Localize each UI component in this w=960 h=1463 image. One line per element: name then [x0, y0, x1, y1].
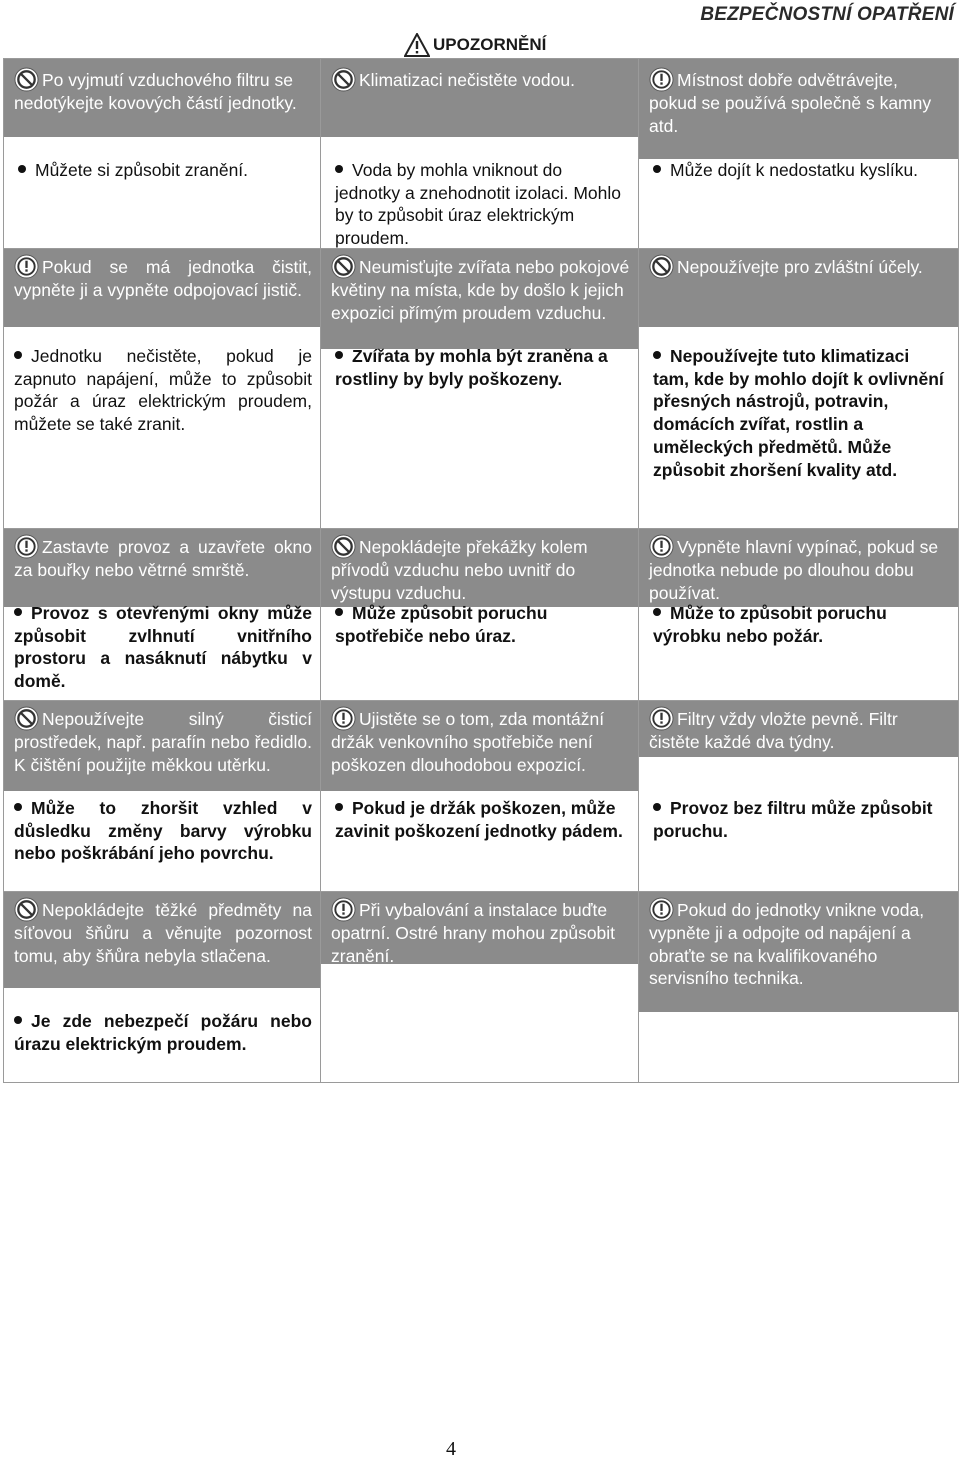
- exclamation-icon: [649, 67, 674, 92]
- prohibition-icon: [649, 254, 674, 279]
- exclamation-icon: [649, 706, 674, 731]
- consequence-text: Je zde nebezpečí požáru nebo úrazu elektrickým proudem.: [14, 1011, 312, 1054]
- cell-c3-r2: [639, 249, 959, 529]
- instruction-text: Klimatizaci nečistěte vodou.: [359, 70, 575, 90]
- instruction-text: Neumisťujte zvířata nebo pokojové květiny na místa, kde by došlo k jejich expozici přímým proudem vzduchu.: [331, 257, 630, 323]
- consequence-text: Zvířata by mohla být zraněna a rostliny by byly poškozeny.: [335, 346, 608, 389]
- cell-c2-r2-left: [4, 249, 321, 529]
- consequence-text: Jednotku nečistěte, pokud je zapnuto napájení, může to způsobit požár a úraz elektrickým proudem, můžete se také zranit.: [14, 346, 312, 435]
- consequence-text: Můžete si způsobit zranění.: [35, 160, 249, 180]
- consequence-text: Provoz s otevřenými okny může způsobit zvlhnutí vnitřního prostoru a nasáknutí nábytku v domě.: [14, 603, 312, 692]
- instruction-text: Při vybalování a instalace buďte opatrní. Ostré hrany mohou způsobit zranění.: [331, 900, 616, 966]
- instruction-text: Nepokládejte těžké předměty na síťovou šňůru a věnujte pozornost tomu, aby šňůra nebyla stlačena.: [14, 900, 312, 966]
- prohibition-icon: [14, 897, 39, 922]
- instruction-text: Místnost dobře odvětrávejte, pokud se používá společně s kamny atd.: [649, 70, 932, 136]
- warning-header-label: UPOZORNĚNÍ: [433, 35, 547, 54]
- instruction-text: Zastavte provoz a uzavřete okno za bouřky nebo větrné smrště.: [14, 537, 312, 580]
- instruction-text: Pokud se má jednotka čistit, vypněte ji a vypněte odpojovací jistič.: [14, 257, 312, 300]
- cell-c1-r3: [4, 529, 321, 701]
- prohibition-icon: [14, 706, 39, 731]
- cell-c2-r5: [321, 892, 639, 1083]
- prohibition-icon: [331, 254, 356, 279]
- cell-c3-r3: [639, 529, 959, 701]
- prohibition-icon: [331, 534, 356, 559]
- section-title: BEZPEČNOSTNÍ OPATŘENÍ: [700, 4, 954, 25]
- cell-c3-r1: [639, 59, 959, 249]
- consequence-text: Může způsobit poruchu spotřebiče nebo úraz.: [335, 603, 548, 646]
- consequence-text: Voda by mohla vniknout do jednotky a znehodnotit izolaci. Mohlo by to způsobit úraz elektrickým proudem.: [335, 160, 622, 249]
- instruction-text: Ujistěte se o tom, zda montážní držák venkovního spotřebiče není poškozen dlouhodobou expozicí.: [331, 709, 605, 775]
- exclamation-icon: [649, 897, 674, 922]
- cell-c2-r3: [321, 529, 639, 701]
- exclamation-icon: [14, 534, 39, 559]
- instruction-text: Vypněte hlavní vypínač, pokud se jednotka nebude po dlouhou dobu používat.: [649, 537, 939, 603]
- consequence-text: Nepoužívejte tuto klimatizaci tam, kde by mohlo dojít k ovlivnění přesných nástrojů, potravin, domácích zvířat, rostlin a uměleckých předmětů. Může způsobit zhoršení kvality atd.: [653, 346, 944, 480]
- consequence-text: Může dojít k nedostatku kyslíku.: [670, 160, 919, 180]
- instruction-text: Nepoužívejte pro zvláštní účely.: [677, 257, 923, 277]
- cell-c3-r5: [639, 892, 959, 1083]
- cell-c2-r2: [321, 249, 639, 529]
- consequence-text: Může to zhoršit vzhled v důsledku změny barvy výrobku nebo poškrábání jeho povrchu.: [14, 798, 312, 864]
- cell-c1-r4: [4, 701, 321, 892]
- prohibition-icon: [331, 67, 356, 92]
- consequence-text: Provoz bez filtru může způsobit poruchu.: [653, 798, 933, 841]
- instruction-text: Filtry vždy vložte pevně. Filtr čistěte každé dva týdny.: [649, 709, 898, 752]
- cell-c1-r5: [4, 892, 321, 1083]
- page-number: 4: [446, 1438, 456, 1460]
- exclamation-icon: [331, 706, 356, 731]
- warning-triangle-icon: [404, 33, 430, 57]
- consequence-text: Může to způsobit poruchu výrobku nebo požár.: [653, 603, 887, 646]
- exclamation-icon: [649, 534, 674, 559]
- cell-c1-r1: [4, 59, 321, 249]
- exclamation-icon: [14, 254, 39, 279]
- instruction-text: Nepoužívejte silný čisticí prostředek, např. parafín nebo ředidlo. K čištění použijte měkkou utěrku.: [14, 709, 312, 775]
- cell-c3-r4: [639, 701, 959, 892]
- instruction-text: Pokud do jednotky vnikne voda, vypněte ji a odpojte od napájení a obraťte se na kvalifikovaného servisního technika.: [649, 900, 925, 989]
- cell-c2-r4: [321, 701, 639, 892]
- exclamation-icon: [331, 897, 356, 922]
- prohibition-icon: [14, 67, 39, 92]
- warning-header: [404, 32, 546, 58]
- instruction-text: Nepokládejte překážky kolem přívodů vzduchu nebo uvnitř do výstupu vzduchu.: [331, 537, 588, 603]
- consequence-text: Pokud je držák poškozen, může zavinit poškození jednotky pádem.: [335, 798, 623, 841]
- cell-c2-r1: [321, 59, 639, 249]
- instruction-text: Po vyjmutí vzduchového filtru se nedotýkejte kovových částí jednotky.: [14, 70, 297, 113]
- safety-table: [3, 58, 959, 1083]
